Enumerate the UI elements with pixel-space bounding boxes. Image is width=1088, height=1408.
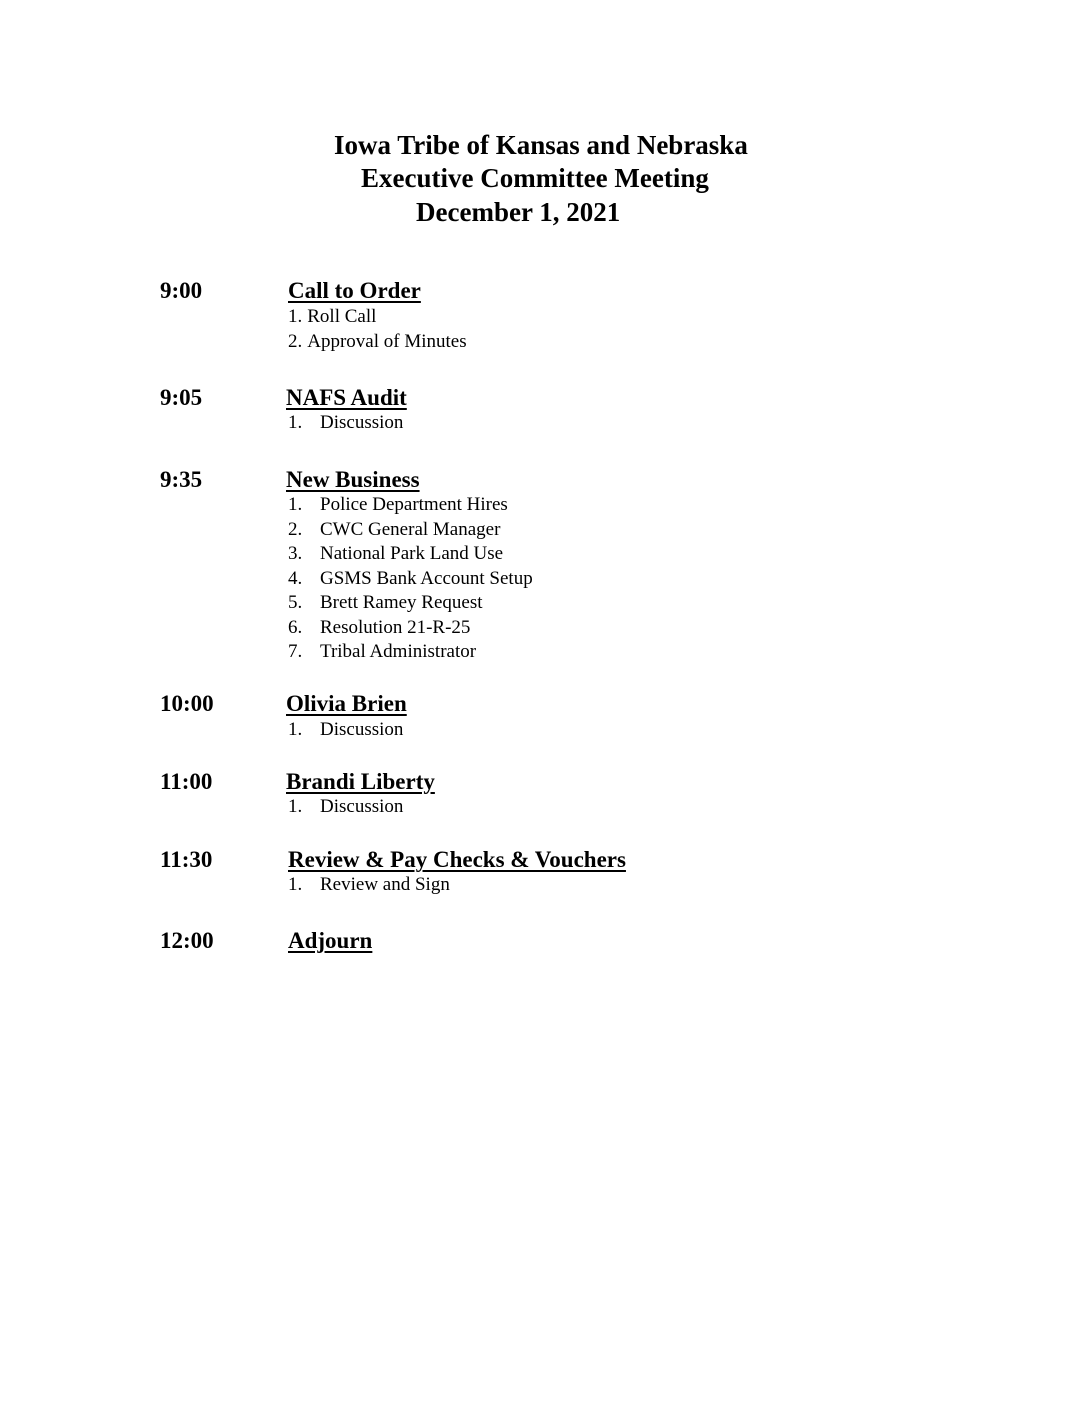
item-text: Review and Sign: [320, 874, 450, 895]
agenda-heading: New Business: [286, 467, 420, 492]
agenda-item-list: [288, 795, 403, 820]
item-number: 1.: [288, 874, 303, 895]
item-text: CWC General Manager: [320, 518, 501, 540]
agenda-heading: Adjourn: [288, 928, 373, 953]
list-item: [288, 795, 403, 820]
item-number: 1.: [288, 796, 303, 817]
item-number: 2.: [288, 518, 303, 540]
list-item: [288, 330, 467, 355]
agenda-time: 9:05: [160, 385, 203, 410]
item-number: 2.: [288, 330, 303, 352]
item-number: 1.: [288, 719, 303, 740]
meeting-name: Executive Committee Meeting: [361, 163, 709, 193]
list-item: [288, 873, 450, 898]
item-number: 6.: [288, 616, 303, 638]
item-text: National Park Land Use: [320, 543, 504, 564]
list-item: [288, 567, 533, 592]
agenda-time: 11:00: [160, 769, 213, 794]
agenda-item-list: [288, 873, 450, 898]
item-text: Police Department Hires: [320, 494, 508, 515]
item-number: 7.: [288, 641, 303, 662]
item-number: 1.: [288, 412, 303, 433]
list-item: [288, 411, 403, 436]
list-item: [288, 718, 403, 743]
item-number: 1.: [288, 494, 303, 515]
list-item: [288, 591, 533, 616]
agenda-heading: Call to Order: [288, 278, 421, 303]
list-item: [288, 518, 533, 543]
agenda-time: 10:00: [160, 691, 214, 716]
agenda-item-list: [288, 305, 467, 354]
item-text: Resolution 21-R-25: [320, 616, 471, 638]
item-number: 5.: [288, 592, 303, 613]
item-text: Approval of Minutes: [307, 330, 467, 352]
agenda-heading: Review & Pay Checks & Vouchers: [288, 847, 626, 872]
list-item: [288, 616, 533, 641]
item-text: Roll Call: [307, 306, 377, 327]
item-number: 4.: [288, 567, 303, 589]
item-number: 3.: [288, 543, 303, 564]
agenda-time: 9:35: [160, 467, 203, 492]
list-item: [288, 542, 533, 567]
agenda-heading: Olivia Brien: [286, 691, 407, 716]
meeting-date: December 1, 2021: [416, 197, 621, 227]
list-item: [288, 493, 533, 518]
list-item: [288, 305, 467, 330]
item-text: Tribal Administrator: [320, 641, 477, 662]
item-text: GSMS Bank Account Setup: [320, 567, 533, 589]
item-number: 1.: [288, 306, 303, 327]
agenda-item-list: [288, 718, 403, 743]
list-item: [288, 640, 533, 665]
agenda-item-list: [288, 493, 533, 665]
agenda-heading: Brandi Liberty: [286, 769, 435, 794]
document-title: Iowa Tribe of Kansas and Nebraska: [334, 130, 748, 160]
agenda-time: 9:00: [160, 278, 203, 303]
agenda-time: 11:30: [160, 847, 213, 872]
agenda-time: 12:00: [160, 928, 214, 953]
item-text: Discussion: [320, 719, 404, 740]
agenda-heading: NAFS Audit: [286, 385, 407, 410]
item-text: Brett Ramey Request: [320, 592, 483, 613]
item-text: Discussion: [320, 412, 404, 433]
agenda-item-list: [288, 411, 403, 436]
item-text: Discussion: [320, 796, 404, 817]
